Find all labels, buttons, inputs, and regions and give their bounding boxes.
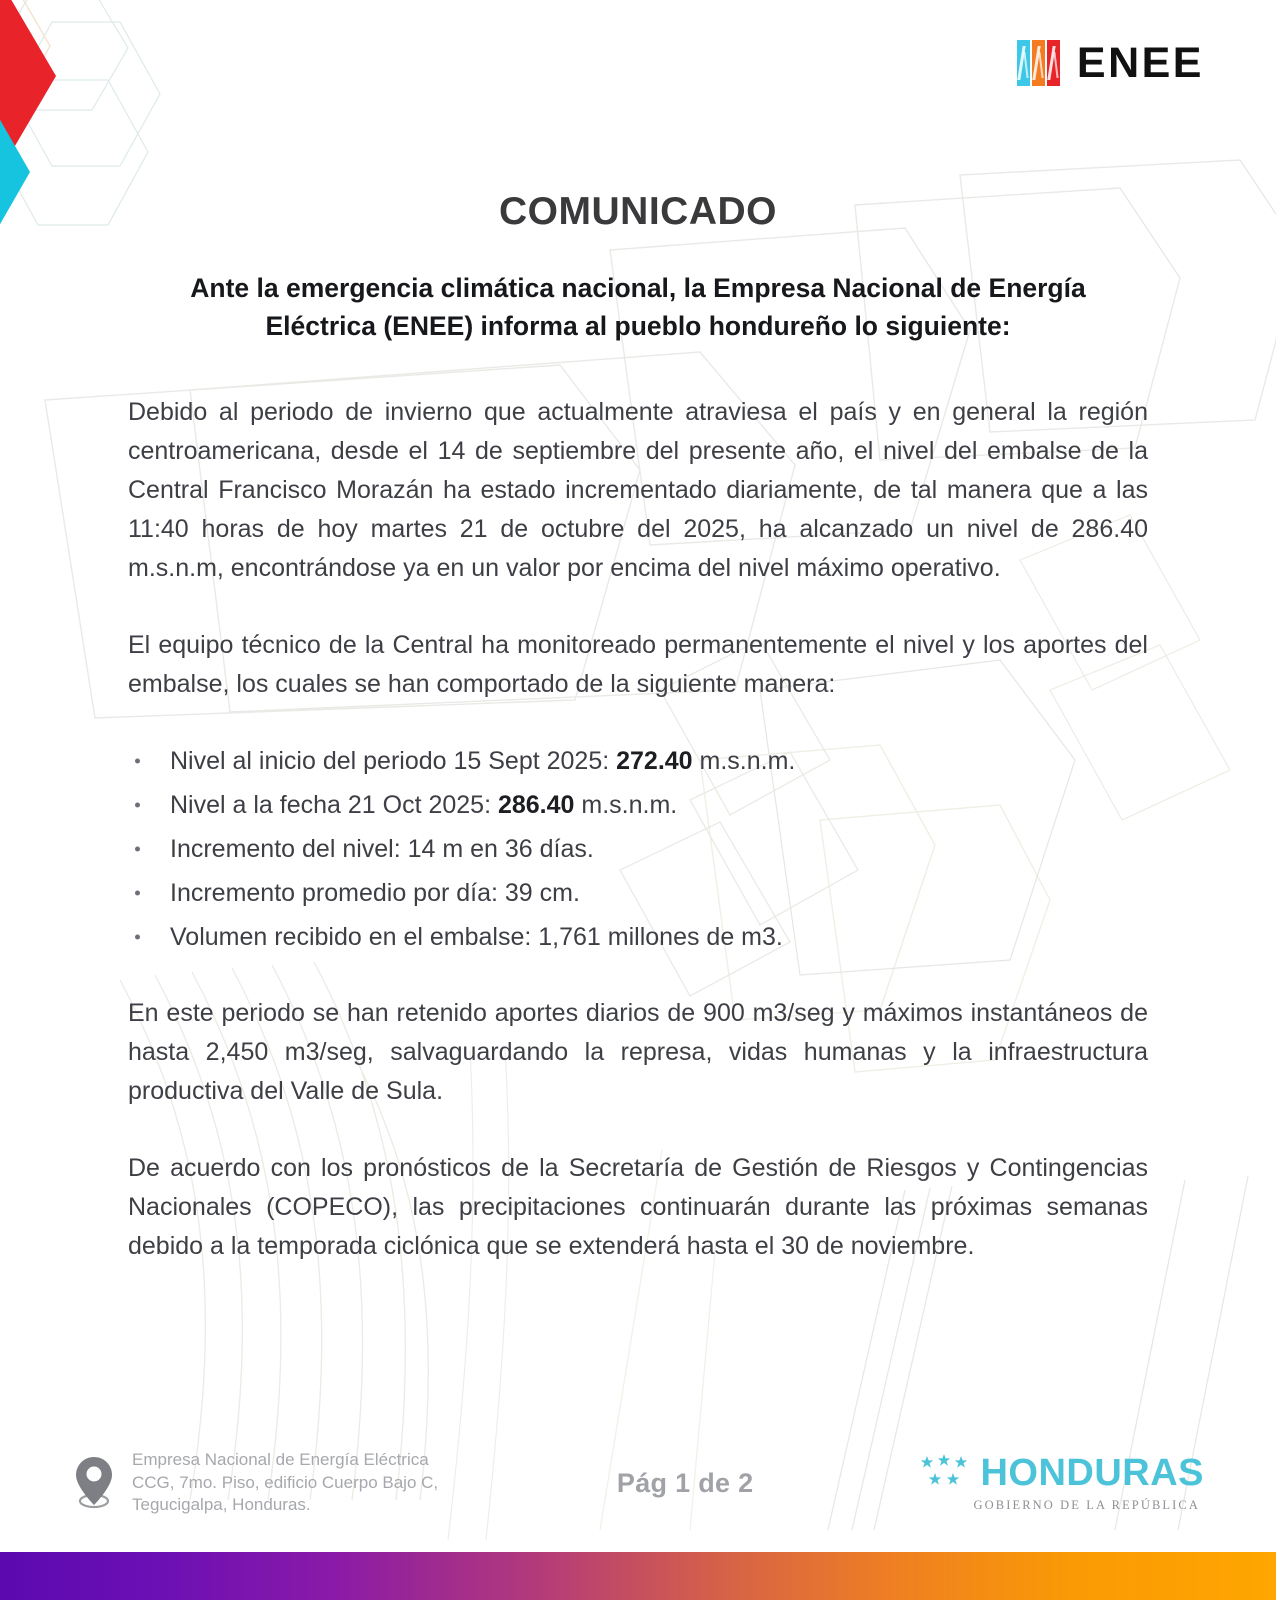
list-item — [128, 742, 1148, 780]
honduras-logo-row — [918, 1453, 1204, 1493]
enee-wordmark: ENEE — [1076, 38, 1204, 87]
footer-address-block — [72, 1449, 492, 1517]
bullet-prefix: Nivel al inicio del periodo 15 Sept 2025: — [170, 747, 617, 776]
page-footer — [0, 1438, 1276, 1528]
bottom-gradient-bar — [0, 1552, 1276, 1600]
enee-bar-cyan — [1017, 40, 1030, 86]
paragraph-4: De acuerdo con los pronósticos de la Secretaría de Gestión de Riesgos y Contingencias Nacionales (COPECO), las precipitaciones continuarán durante las próximas semanas debido a la temporada ciclónica que se extenderá hasta el 30 de noviembre. — [128, 1154, 1148, 1261]
enee-logo-icon — [1017, 40, 1060, 86]
honduras-subtitle: GOBIERNO DE LA REPÚBLICA — [973, 1498, 1200, 1512]
paragraph-3: En este periodo se han retenido aportes diarios de 900 m3/seg y máximos instantáneos de hasta 2,450 m3/seg, salvaguardando la represa, vidas humanas y la infraestructura productiva del Valle de Sula. — [128, 999, 1148, 1106]
enee-bar-red — [1047, 40, 1060, 86]
location-pin-icon — [72, 1455, 116, 1511]
paragraph-1: Debido al periodo de invierno que actualmente atraviesa el país y en general la región centroamericana, desde el 14 de septiembre del presente año, el nivel del embalse de la Central Francisco Morazán ha estado incrementado diariamente, de tal manera que a las 11:40 horas de hoy martes 21 de octubre del 2025, ha alcanzado un nivel de 286.40 m.s.n.m, encontrándose ya en un valor por encima del nivel máximo operativo. — [128, 398, 1148, 583]
lead-statement: Ante la emergencia climática nacional, la Empresa Nacional de Energía Eléctrica (ENEE) informa al pueblo hondureño lo siguiente: — [190, 273, 1086, 341]
bullet-prefix: Incremento promedio por día: 39 cm. — [170, 879, 580, 908]
paragraph-2: El equipo técnico de la Central ha monitoreado permanentemente el nivel y los aportes del embalse, los cuales se han comportado de la siguiente manera: — [128, 631, 1148, 699]
bullet-suffix: m.s.n.m. — [574, 791, 678, 820]
bullet-dot-icon — [135, 891, 140, 896]
page-number: Pág 1 de 2 — [616, 1467, 754, 1498]
bullet-value: 272.40 — [616, 747, 693, 776]
address-line-1: Empresa Nacional de Energía Eléctrica — [132, 1450, 429, 1470]
bullet-value: 286.40 — [497, 791, 575, 820]
enee-logo — [1017, 40, 1204, 86]
enee-bar-orange — [1032, 40, 1045, 86]
list-item — [128, 830, 1148, 868]
document-body — [0, 190, 1276, 1266]
measurements-list — [128, 742, 1148, 956]
bullet-prefix: Incremento del nivel: 14 m en 36 días. — [170, 835, 594, 864]
bullet-dot-icon — [135, 803, 140, 808]
body-content — [128, 393, 1148, 1266]
bullet-prefix: Volumen recibido en el embalse: 1,761 millones de m3. — [170, 923, 783, 952]
footer-address — [132, 1449, 438, 1517]
page-title: COMUNICADO — [499, 190, 777, 233]
bullet-prefix: Nivel a la fecha 21 Oct 2025: — [170, 791, 498, 820]
list-item — [128, 786, 1148, 824]
bullet-suffix: m.s.n.m. — [692, 747, 796, 776]
list-item — [128, 874, 1148, 912]
honduras-government-logo — [918, 1453, 1204, 1513]
address-line-2: CCG, 7mo. Piso, edificio Cuerpo Bajo C, — [132, 1472, 439, 1492]
five-stars-icon — [918, 1453, 970, 1493]
bullet-dot-icon — [135, 847, 140, 852]
list-item — [128, 918, 1148, 956]
bullet-dot-icon — [135, 759, 140, 764]
address-line-3: Tegucigalpa, Honduras. — [132, 1495, 311, 1515]
bullet-dot-icon — [135, 935, 140, 940]
honduras-wordmark: HONDURAS — [980, 1452, 1204, 1494]
